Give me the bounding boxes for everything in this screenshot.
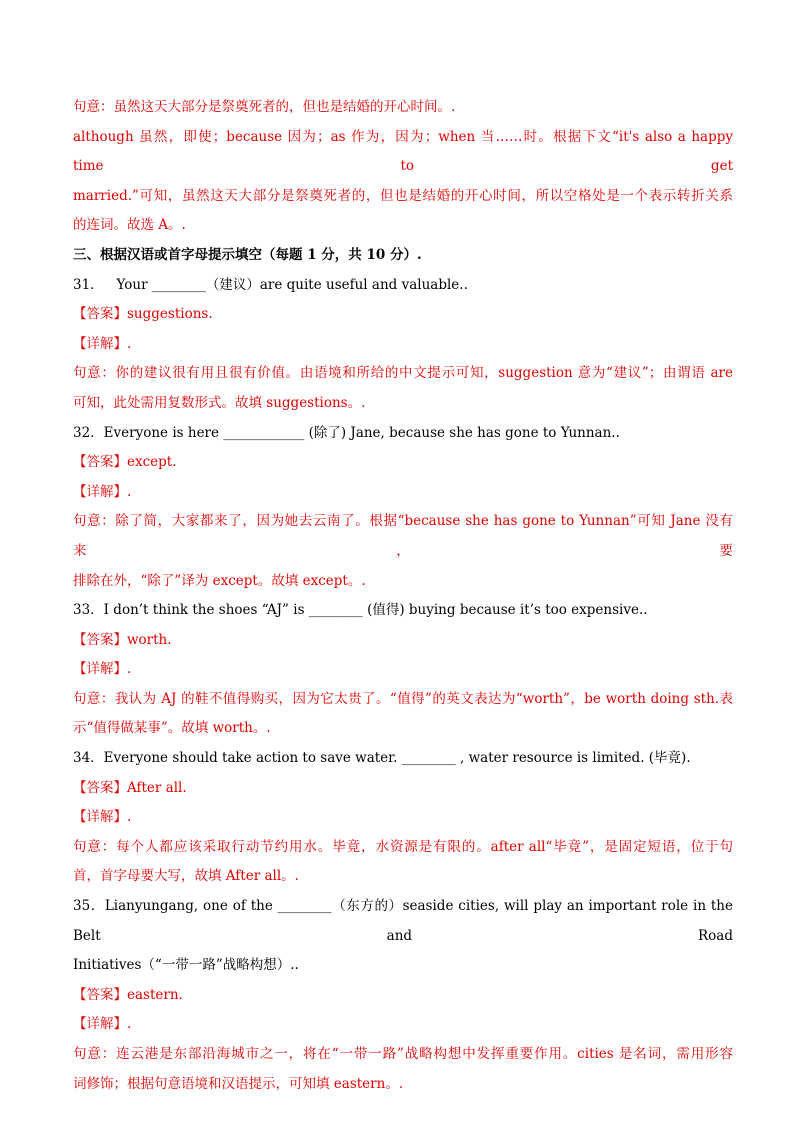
- text-line: 31． Your ________（建议）are quite useful and valuable..: [73, 276, 468, 293]
- text-line: 【答案】eastern.: [73, 986, 183, 1003]
- text-line: 【详解】.: [73, 1016, 132, 1033]
- section-heading: 三、根据汉语或首字母提示填空（每题 1 分，共 10 分）.: [73, 246, 422, 263]
- text-line: 句意：每个人都应该采取行动节约用水。毕竟，水资源是有限的。after all“毕竟”，是固定短语，位于句: [73, 838, 733, 855]
- text-line: 句意：除了简，大家都来了，因为她去云南了。根据“because she has gone to Yunnan”可知 Jane 没有来，要: [73, 513, 733, 559]
- text-line: 句意：连云港是东部沿海城市之一，将在“一带一路”战略构想中发挥重要作用。cities 是名词，需用形容: [73, 1046, 733, 1062]
- text-line: 的连词。故选 A。.: [73, 217, 186, 234]
- text-line: Initiatives（“一带一路”战略构想）..: [73, 957, 299, 974]
- text-line: 句意：你的建议很有用且很有价值。由语境和所给的中文提示可知，suggestion 意为“建议”；由谓语 are: [73, 365, 733, 382]
- text-line: 【答案】worth.: [73, 631, 172, 648]
- text-line: 句意：我认为 AJ 的鞋不值得购买，因为它太贵了。“值得”的英文表达为“worth”，be worth doing sth.表: [73, 690, 733, 707]
- text-line: 33．I don’t think the shoes “AJ” is ________ (值得) buying because it’s too expensive..: [73, 602, 648, 619]
- text-line: 【答案】After all.: [73, 779, 187, 796]
- text-line: 【答案】except.: [73, 454, 177, 471]
- text-line: 35．Lianyungang, one of the ________（东方的）seaside cities, will play an important role in the Belt and Road: [73, 898, 733, 944]
- document-page: [73, 93, 733, 1099]
- text-line: although 虽然，即使；because 因为；as 作为，因为；when 当……时。根据下文“it's also a happy time to get: [73, 128, 733, 175]
- text-line: married.”可知，虽然这天大部分是祭奠死者的，但也是结婚的开心时间，所以空格处是一个表示转折关系: [73, 187, 733, 204]
- text-line: 【详解】.: [73, 809, 132, 826]
- text-line: 首，首字母要大写，故填 After all。.: [73, 868, 299, 885]
- text-line: 【详解】.: [73, 335, 132, 352]
- text-line: 34．Everyone should take action to save water. ________ , water resource is limited. (毕竟).: [73, 750, 691, 767]
- text-line: 示“值得做某事”。故填 worth。.: [73, 720, 271, 737]
- text-line: 【答案】suggestions.: [73, 306, 213, 323]
- text-line: 32．Everyone is here ____________ (除了) Jane, because she has gone to Yunnan..: [73, 424, 620, 441]
- text-line: 【详解】.: [73, 483, 132, 500]
- text-line: 词修饰；根据句意语境和汉语提示，可知填 eastern。.: [73, 1075, 404, 1092]
- text-line: 【详解】.: [73, 661, 132, 678]
- text-line: 排除在外，“除了”译为 except。故填 except。.: [73, 572, 366, 589]
- text-line: 句意：虽然这天大部分是祭奠死者的，但也是结婚的开心时间。.: [73, 99, 456, 115]
- text-line: 可知，此处需用复数形式。故填 suggestions。.: [73, 394, 366, 411]
